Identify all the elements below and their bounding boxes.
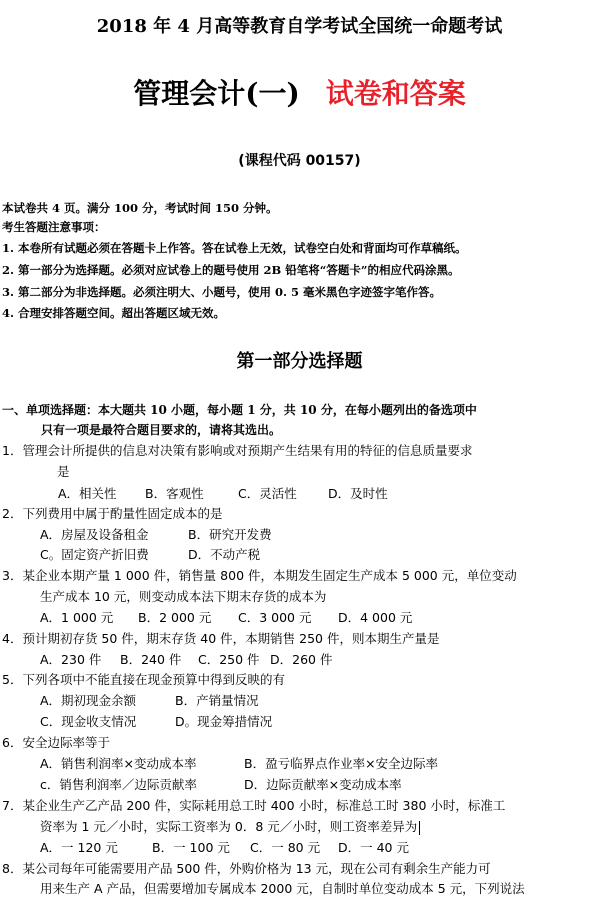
option: C．一 80 元 xyxy=(250,840,321,855)
option: A．期初现金余额 xyxy=(40,693,137,708)
question-text: 1．管理会计所提供的信息对决策有影响或对预期产生结果有用的特征的信息质量要求 xyxy=(2,443,473,458)
option: B．一 100 元 xyxy=(152,840,230,855)
notice-line: 本试卷共 4 页。满分 100 分，考试时间 150 分钟。 xyxy=(2,201,278,215)
option: C．250 件 xyxy=(198,652,260,667)
option: A．销售利润率×变动成本率 xyxy=(40,756,197,771)
option: B．研究开发费 xyxy=(188,527,272,542)
exam-title: 2018 年 4 月高等教育自学考试全国统一命题考试 xyxy=(96,16,503,37)
option: D。现金筹措情况 xyxy=(175,714,273,729)
option: B．2 000 元 xyxy=(138,610,212,625)
option: C．现金收支情况 xyxy=(40,714,137,729)
option: B．240 件 xyxy=(120,652,182,667)
option: D．4 000 元 xyxy=(338,610,413,625)
option: B．客观性 xyxy=(145,486,204,501)
subject-suffix: 试卷和答案 xyxy=(325,77,466,110)
course-code: (课程代码 00157) xyxy=(238,153,361,169)
question-text: 3．某企业本期产量 1 000 件，销售量 800 件，本期发生固定生产成本 5 000 元，单位变动 xyxy=(2,568,517,583)
subject-name: 管理会计(一) xyxy=(133,77,300,110)
question-text: 5．下列各项中不能直接在现金预算中得到反映的有 xyxy=(2,672,285,687)
option: C．3 000 元 xyxy=(238,610,312,625)
option: D．260 件 xyxy=(270,652,333,667)
option: C．灵活性 xyxy=(238,486,297,501)
question-text: 资率为 1 元／小时，实际工资率为 0．8 元／小时，则工资率差异为 xyxy=(40,817,420,835)
option: A．1 000 元 xyxy=(40,610,114,625)
notice-line: 4. 合理安排答题空间。超出答题区域无效。 xyxy=(2,306,226,320)
question-text: 7．某企业生产乙产品 200 件，实际耗用总工时 400 小时，标准总工时 380 小时，标准工 xyxy=(2,798,506,813)
option: B．盈亏临界点作业率×安全边际率 xyxy=(244,756,439,771)
option: D．及时性 xyxy=(328,486,388,501)
question-text: 4．预计期初存货 50 件，期末存货 40 件，本期销售 250 件，则本期生产量是 xyxy=(2,631,440,646)
notice-line: 1. 本卷所有试题必须在答题卡上作答。答在试卷上无效，试卷空白处和背面均可作草稿纸。 xyxy=(2,241,467,255)
option: D．不动产税 xyxy=(188,547,261,562)
subject-title xyxy=(0,72,599,112)
option: B．产销量情况 xyxy=(175,693,259,708)
option: A．相关性 xyxy=(58,486,117,501)
question-text: 是 xyxy=(57,464,70,479)
text-cursor xyxy=(419,821,420,835)
question-text: 2．下列费用中属于酌量性固定成本的是 xyxy=(2,506,223,521)
option: A．一 120 元 xyxy=(40,840,118,855)
option: C。固定资产折旧费 xyxy=(40,547,149,562)
question-text: 用来生产 A 产品，但需要增加专属成本 2000 元，自制时单位变动成本 5 元，下列说法 xyxy=(40,881,525,896)
notice-line: 考生答题注意事项： xyxy=(2,220,106,234)
option: D．边际贡献率×变动成本率 xyxy=(244,777,402,792)
option: A．230 件 xyxy=(40,652,102,667)
option: c．销售利润率／边际贡献率 xyxy=(40,777,197,792)
notice-line: 3. 第二部分为非选择题。必须注明大、小题号，使用 0. 5 毫米黑色字迹签字笔作答。 xyxy=(2,285,442,299)
question-text: 6．安全边际率等于 xyxy=(2,735,110,750)
question-text: 8．某公司每年可能需要用产品 500 件，外购价格为 13 元，现在公司有剩余生产能力可 xyxy=(2,861,491,876)
notice-line: 2. 第一部分为选择题。必须对应试卷上的题号使用 2B 铅笔将“答题卡”的相应代码涂黑。 xyxy=(2,263,460,277)
section-instruction: 只有一项是最符合题目要求的，请将其选出。 xyxy=(41,423,282,437)
section-instruction: 一、单项选择题：本大题共 10 小题，每小题 1 分，共 10 分，在每小题列出的备选项中 xyxy=(2,403,477,417)
question-text: 生产成本 10 元，则变动成本法下期末存货的成本为 xyxy=(40,589,327,604)
option: A．房屋及设备租金 xyxy=(40,527,149,542)
part-title: 第一部分选择题 xyxy=(236,351,363,372)
option: D．一 40 元 xyxy=(338,840,409,855)
